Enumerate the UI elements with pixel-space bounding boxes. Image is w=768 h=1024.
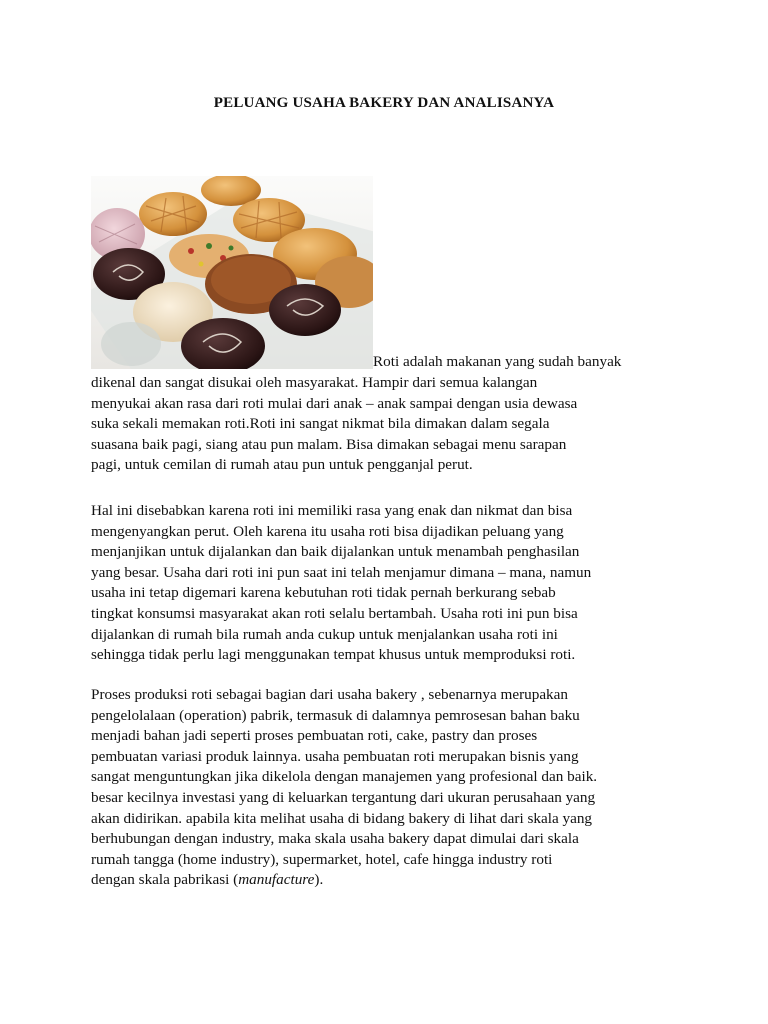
paragraph-line: sehingga tidak perlu lagi menggunakan tempat khusus untuk memproduksi roti. — [91, 646, 576, 664]
paragraph-line: dikenal dan sangat disukai oleh masyarakat. Hampir dari semua kalangan — [91, 374, 538, 391]
paragraph-line: menjadi bahan jadi seperti proses pembuatan roti, cake, pastry dan proses — [91, 727, 538, 745]
paragraph-line: berhubungan dengan industry, maka skala usaha bakery dapat dimulai dari skala — [91, 830, 579, 848]
paragraph-line: akan didirikan. apabila kita melihat usaha di bidang bakery di lihat dari skala yang — [91, 809, 593, 827]
paragraph-line: Proses produksi roti sebagai bagian dari usaha bakery , sebenarnya merupakan — [91, 686, 568, 703]
paragraph-line: suasana baik pagi, siang atau pun malam. Bisa dimakan sebagai menu sarapan — [91, 435, 567, 453]
paragraph-line: rumah tangga (home industry), supermarket, hotel, cafe hingga industry roti — [91, 850, 553, 868]
paragraph-last-line — [91, 870, 691, 891]
paragraph-line: mengenyangkan perut. Oleh karena itu usaha roti bisa dijadikan peluang yang — [91, 522, 564, 540]
paragraph-1 — [91, 373, 691, 476]
last-line-prefix: dengan skala pabrikasi ( — [91, 871, 239, 889]
paragraph-3 — [91, 685, 691, 891]
paragraph-1-first-line: Roti adalah makanan yang sudah banyak — [373, 353, 622, 370]
paragraph-line: usaha ini tetap digemari karena kebutuhan roti tidak pernah berkurang sebab — [91, 584, 556, 602]
bakery-illustration — [91, 176, 373, 369]
paragraph-line: pembuatan variasi produk lainnya. usaha pembuatan roti merupakan bisnis yang — [91, 747, 579, 765]
paragraph-line: Hal ini disebabkan karena roti ini memiliki rasa yang enak dan nikmat dan bisa — [91, 502, 573, 519]
paragraph-2 — [91, 501, 691, 666]
paragraph-line: besar kecilnya investasi yang di keluarkan tergantung dari ukuran perusahaan yang — [91, 788, 596, 806]
bakery-photo — [91, 176, 373, 369]
italic-term: manufacture — [238, 871, 315, 889]
paragraph-line: tingkat konsumsi masyarakat akan roti selalu bertambah. Usaha roti ini pun bisa — [91, 604, 578, 622]
paragraph-line: dijalankan di rumah bila rumah anda cukup untuk menjalankan usaha roti ini — [91, 625, 558, 643]
paragraph-line: pengelolalaan (operation) pabrik, termasuk di dalamnya pemrosesan bahan baku — [91, 706, 580, 724]
paragraph-line: sangat menguntungkan jika dikelola dengan manajemen yang profesional dan baik. — [91, 768, 598, 786]
document-title: PELUANG USAHA BAKERY DAN ANALISANYA — [213, 95, 555, 111]
paragraph-line: yang besar. Usaha dari roti ini pun saat ini telah menjamur dimana – mana, namun — [91, 563, 592, 581]
paragraph-line: menyukai akan rasa dari roti mulai dari anak – anak sampai dengan usia dewasa — [91, 394, 578, 412]
paragraph-line: suka sekali memakan roti.Roti ini sangat nikmat bila dimakan dalam segala — [91, 415, 550, 433]
last-line-suffix: ). — [314, 871, 324, 889]
paragraph-line: menjanjikan untuk dijalankan dan baik dijalankan untuk menambah penghasilan — [91, 543, 580, 561]
paragraph-line: pagi, untuk cemilan di rumah atau pun untuk pengganjal perut. — [91, 456, 473, 474]
